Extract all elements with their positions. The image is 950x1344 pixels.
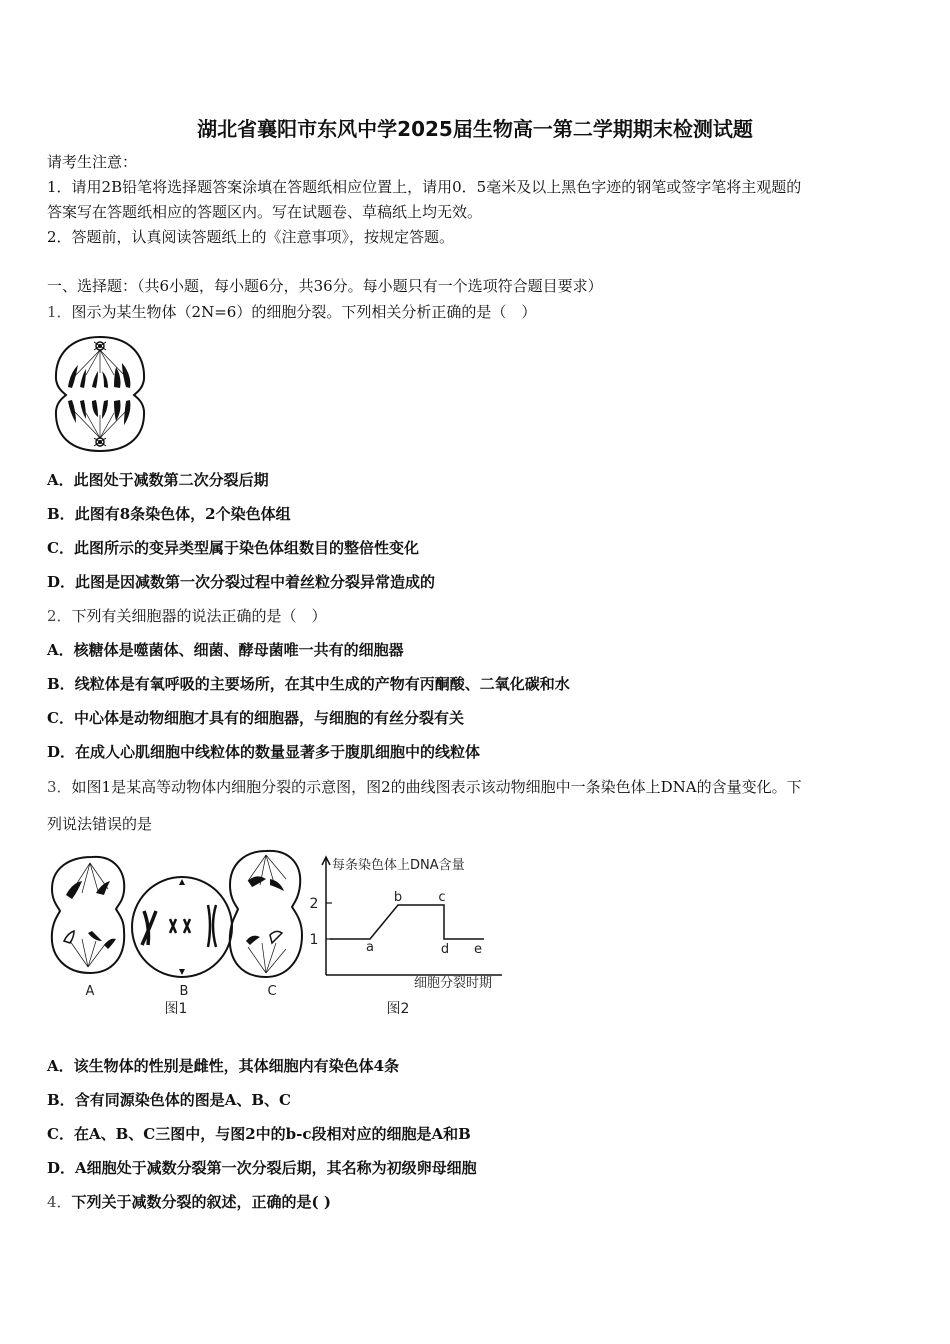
y-axis-label: 每条染色体上DNA含量: [332, 858, 465, 873]
question-number: 1．: [47, 303, 72, 321]
q2-option-b[interactable]: B．线粒体是有氧呼吸的主要场所，在其中生成的产物有丙酮酸、二氧化碳和水: [47, 675, 570, 693]
q1-option-b[interactable]: B．此图有8条染色体，2个染色体组: [47, 505, 291, 523]
q1-option-c[interactable]: C．此图所示的变异类型属于染色体组数目的整倍性变化: [47, 539, 419, 557]
spindle-fibers: [72, 350, 128, 438]
question-text: 下列关于减数分裂的叙述，正确的是( ): [71, 1193, 331, 1211]
dna-curve: [330, 905, 484, 939]
question-3-cont: 列说法错误的是: [47, 815, 153, 833]
figure-2-caption: 图2: [386, 1001, 410, 1017]
cell-label-b: B: [179, 984, 189, 999]
question-text: 下列有关细胞器的说法正确的是（ ）: [71, 607, 327, 625]
y-tick-label-1: 1: [309, 932, 319, 948]
question-number: 4．: [47, 1193, 72, 1211]
q3-option-c[interactable]: C．在A、B、C三图中，与图2中的b-c段相对应的细胞是A和B: [47, 1125, 471, 1143]
question-4: [47, 1193, 331, 1211]
point-label-c: c: [438, 890, 446, 905]
y-tick-label-2: 2: [309, 896, 319, 912]
q1-option-d[interactable]: D．此图是因减数第一次分裂过程中着丝粒分裂异常造成的: [47, 573, 436, 591]
point-label-e: e: [474, 942, 482, 957]
notice-line-1b: 答案写在答题纸相应的答题区内。写在试题卷、草稿纸上均无效。: [47, 203, 483, 221]
point-label-b: b: [393, 890, 403, 905]
question-text: 如图1是某高等动物体内细胞分裂的示意图，图2的曲线图表示该动物细胞中一条染色体上DNA的含量变化。下: [71, 778, 802, 796]
q1-cell-diagram: [50, 333, 150, 455]
q2-option-a[interactable]: A．核糖体是噬菌体、细菌、酵母菌唯一共有的细胞器: [47, 641, 404, 659]
question-3: [47, 778, 802, 796]
cell-a: [52, 857, 124, 973]
page-title: 湖北省襄阳市东风中学2025届生物高一第二学期期末检测试题: [197, 117, 753, 141]
dna-content-graph: [310, 857, 502, 991]
cell-b: [132, 877, 232, 977]
question-text: 图示为某生物体（2N=6）的细胞分裂。下列相关分析正确的是（ ）: [71, 303, 537, 321]
q3-figure: [44, 845, 514, 1023]
question-1: [47, 303, 536, 321]
chromosomes-bottom: [68, 400, 130, 425]
notice-heading: 请考生注意：: [47, 153, 138, 171]
centrosome-bottom: [94, 438, 106, 446]
section-heading: 一、选择题：（共6小题，每小题6分，共36分。每小题只有一个选项符合题目要求）: [47, 277, 603, 295]
x-axis-label: 细胞分裂时期: [414, 976, 493, 991]
q2-option-d[interactable]: D．在成人心肌细胞中线粒体的数量显著多于腹肌细胞中的线粒体: [47, 743, 481, 761]
question-number: 3．: [47, 778, 72, 796]
q2-option-c[interactable]: C．中心体是动物细胞才具有的细胞器，与细胞的有丝分裂有关: [47, 709, 464, 727]
q3-option-d[interactable]: D．A细胞处于减数分裂第一次分裂后期，其名称为初级卵母细胞: [47, 1159, 477, 1177]
chromosomes-top: [68, 363, 130, 388]
point-label-a: a: [366, 940, 374, 955]
question-2: [47, 607, 327, 625]
question-number: 2．: [47, 607, 72, 625]
notice-line-2: 2．答题前，认真阅读答题纸上的《注意事项》，按规定答题。: [47, 228, 455, 246]
figure-1-caption: 图1: [164, 1001, 188, 1017]
cell-c: [230, 851, 302, 977]
centrosome-top: [94, 342, 106, 350]
notice-line-1a: 1．请用2B铅笔将选择题答案涂填在答题纸相应位置上，请用0．5毫米及以上黑色字迹的钢笔或签字笔将主观题的: [47, 178, 802, 196]
q1-option-a[interactable]: A．此图处于减数第二次分裂后期: [47, 471, 269, 489]
q3-option-a[interactable]: A．该生物体的性别是雌性，其体细胞内有染色体4条: [47, 1057, 400, 1075]
q3-option-b[interactable]: B．含有同源染色体的图是A、B、C: [47, 1091, 291, 1109]
cell-label-c: C: [267, 984, 277, 999]
point-label-d: d: [440, 942, 450, 957]
cell-label-a: A: [85, 984, 95, 999]
